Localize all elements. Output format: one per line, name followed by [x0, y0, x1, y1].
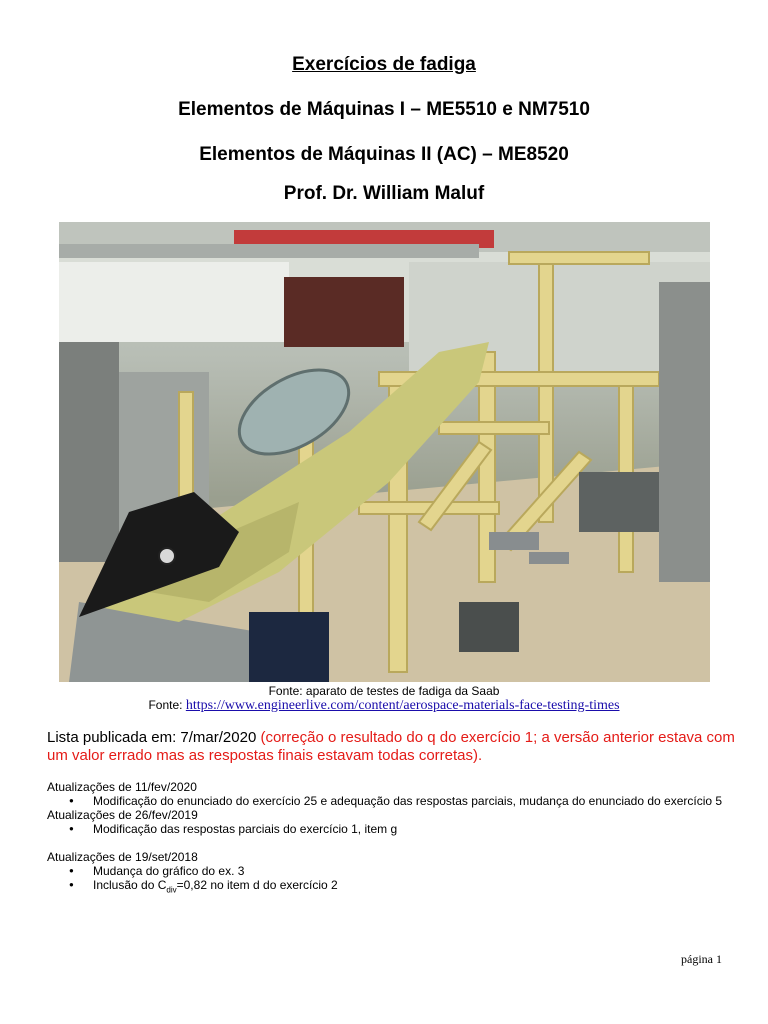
- publication-date: Lista publicada em: 7/mar/2020: [47, 729, 257, 746]
- document-title: Exercícios de fadiga: [292, 54, 476, 75]
- update-log: [47, 780, 727, 897]
- update-list: [47, 864, 727, 897]
- publication-notice: [47, 729, 737, 765]
- update-heading: Atualizações de 26/fev/2019: [47, 808, 198, 822]
- correction-note: (correção o resultado do q do exercício 1; a versão anterior estava com um valor errado mas as respostas finais estavam todas corretas).: [47, 729, 735, 764]
- update-item-cdiv: ● Inclusão do $C_{div}=0,82$ no item d do exercício 2: [47, 878, 727, 897]
- update-item: ● Modificação das respostas parciais do exercício 1, item g: [47, 822, 727, 836]
- update-item: ● Mudança do gráfico do ex. 3: [47, 864, 727, 878]
- update-list: [47, 794, 727, 808]
- figure-source: [0, 698, 768, 714]
- course-title-1: Elementos de Máquinas I – ME5510 e NM7510: [178, 99, 590, 120]
- professor-name: Prof. Dr. William Maluf: [283, 183, 485, 204]
- fatigue-test-rig-photo: [59, 222, 710, 682]
- update-list: [47, 822, 727, 836]
- page-number: página 1: [681, 952, 722, 966]
- figure-caption: Fonte: aparato de testes de fadiga da Saab: [268, 684, 500, 698]
- fatigue-test-rig-illustration: [59, 222, 710, 682]
- source-label: Fonte:: [148, 698, 183, 712]
- course-title-2: Elementos de Máquinas II (AC) – ME8520: [199, 144, 569, 165]
- update-heading: Atualizações de 11/fev/2020: [47, 780, 197, 794]
- source-link[interactable]: https://www.engineerlive.com/content/aerospace-materials-face-testing-times: [185, 698, 620, 713]
- update-heading: Atualizações de 19/set/2018: [47, 850, 198, 864]
- update-item: ● Modificação do enunciado do exercício 25 e adequação das respostas parciais, mudança do enunciado do exercício 5: [47, 794, 727, 808]
